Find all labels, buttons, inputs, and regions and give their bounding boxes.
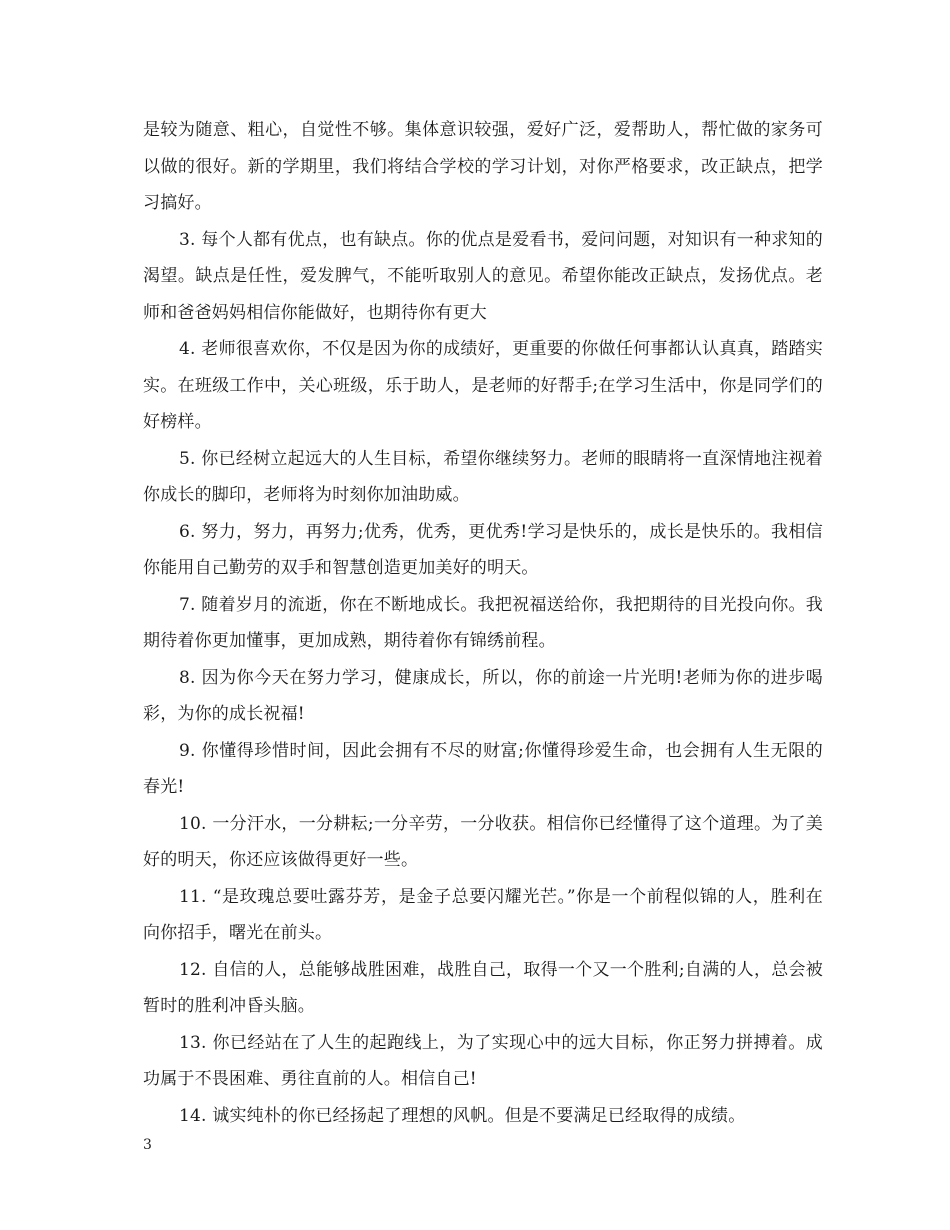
paragraph-item-10: 10. 一分汗水，一分耕耘;一分辛劳，一分收获。相信你已经懂得了这个道理。为了美好的明天，你还应该做得更好一些。 [143, 813, 823, 870]
paragraph-item-13: 13. 你已经站在了人生的起跑线上，为了实现心中的远大目标，你正努力拼搏着。成功属于不畏困难、勇往直前的人。相信自己! [143, 1032, 823, 1089]
paragraph-item-4: 4. 老师很喜欢你，不仅是因为你的成绩好，更重要的你做任何事都认认真真，踏踏实实。在班级工作中，关心班级，乐于助人，是老师的好帮手;在学习生活中，你是同学们的好榜样。 [143, 339, 823, 432]
paragraph-item-11: 11. “是玫瑰总要吐露芬芳，是金子总要闪耀光芒。”你是一个前程似锦的人，胜利在向你招手，曙光在前头。 [143, 886, 823, 943]
paragraph-item-12: 12. 自信的人，总能够战胜困难，战胜自己，取得一个又一个胜利;自满的人，总会被暂时的胜利冲昏头脑。 [143, 959, 823, 1016]
paragraph-item-3: 3. 每个人都有优点，也有缺点。你的优点是爱看书，爱问问题，对知识有一种求知的渴望。缺点是任性，爱发脾气，不能听取别人的意见。希望你能改正缺点，发扬优点。老师和爸爸妈妈相信你能做好，也期待你有更大 [143, 229, 823, 323]
paragraph-item-8: 8. 因为你今天在努力学习，健康成长，所以，你的前途一片光明!老师为你的进步喝彩，为你的成长祝福! [143, 667, 823, 724]
paragraph-continuation: 是较为随意、粗心，自觉性不够。集体意识较强，爱好广泛，爱帮助人，帮忙做的家务可以做的很好。新的学期里，我们将结合学校的学习计划，对你严格要求，改正缺点，把学习搞好。 [143, 120, 823, 213]
page-number: 3 [143, 1137, 152, 1153]
paragraph-item-9: 9. 你懂得珍惜时间，因此会拥有不尽的财富;你懂得珍爱生命，也会拥有人生无限的春光! [143, 740, 823, 797]
document-body [143, 112, 823, 1134]
paragraph-item-14: 14. 诚实纯朴的你已经扬起了理想的风帆。但是不要满足已经取得的成绩。 [179, 1105, 746, 1126]
paragraph-item-5: 5. 你已经树立起远大的人生目标，希望你继续努力。老师的眼睛将一直深情地注视着你成长的脚印，老师将为时刻你加油助威。 [143, 448, 823, 505]
paragraph-item-6: 6. 努力，努力，再努力;优秀，优秀，更优秀!学习是快乐的，成长是快乐的。我相信你能用自己勤劳的双手和智慧创造更加美好的明天。 [143, 521, 823, 578]
paragraph-item-7: 7. 随着岁月的流逝，你在不断地成长。我把祝福送给你，我把期待的目光投向你。我期待着你更加懂事，更加成熟，期待着你有锦绣前程。 [143, 594, 823, 651]
